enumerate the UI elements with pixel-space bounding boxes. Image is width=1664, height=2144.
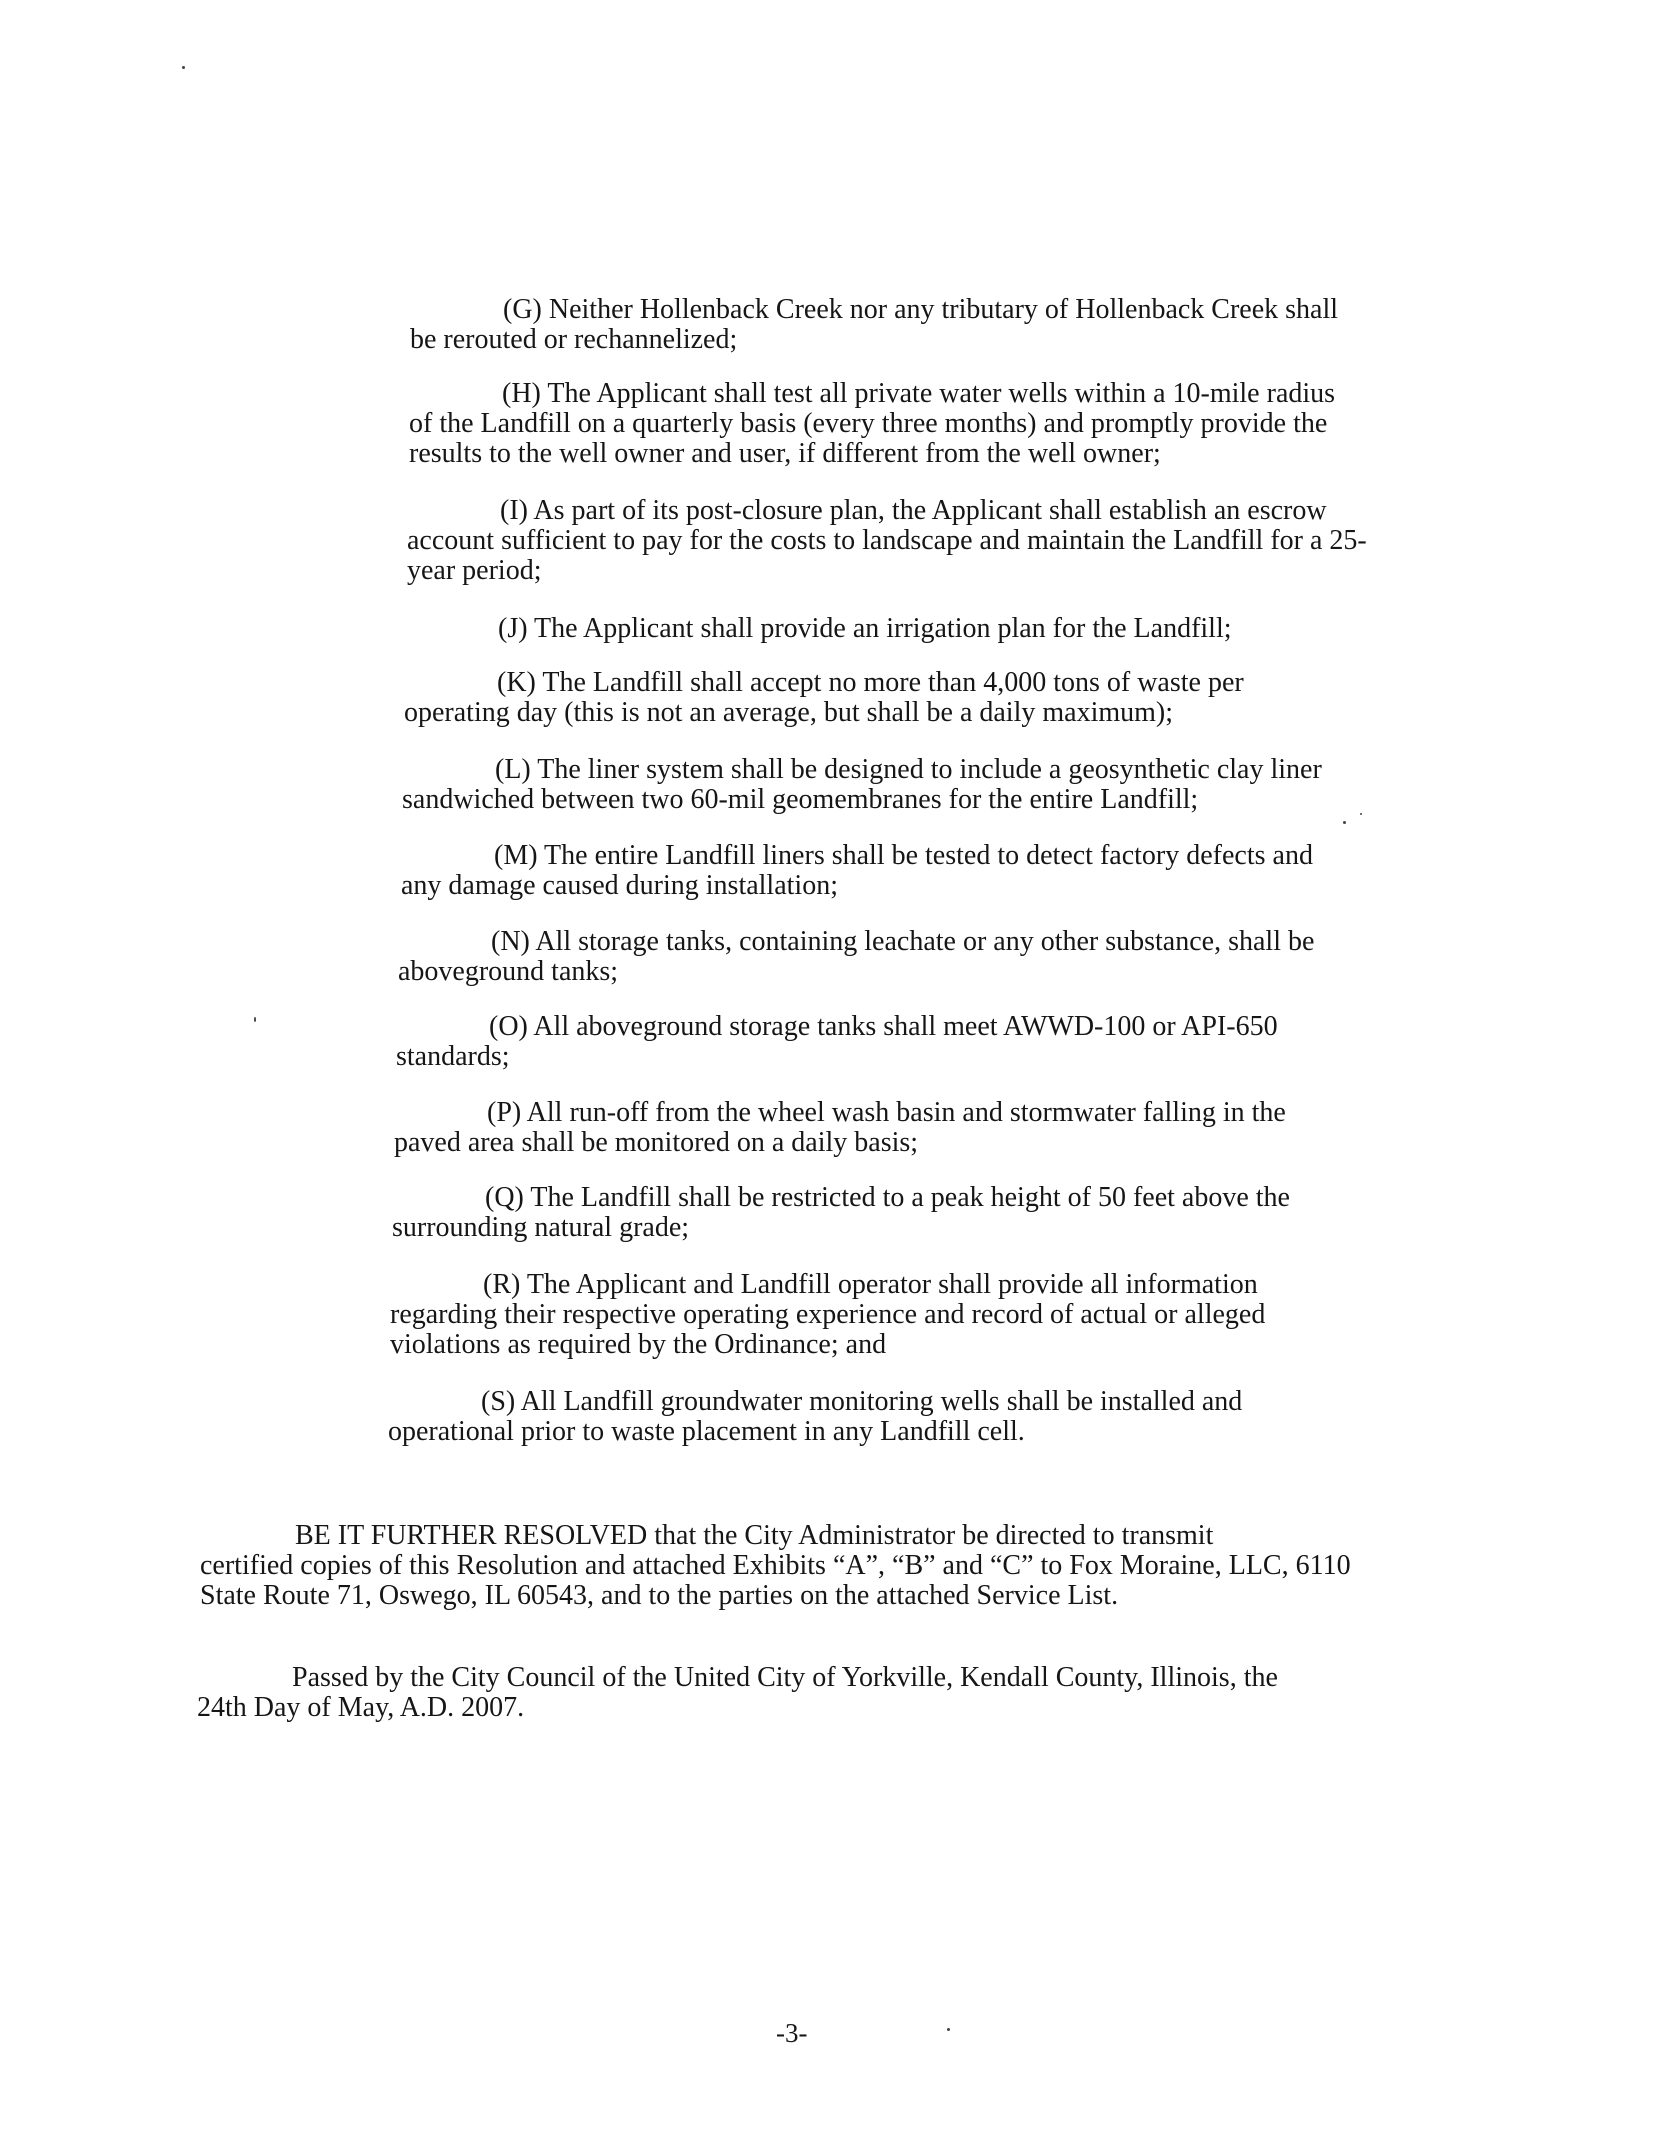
scan-speck <box>254 1017 256 1022</box>
condition-s: (S) All Landfill groundwater monitoring wells shall be installed and operational prior to waste placement in any Landfill cell. <box>388 1386 1243 1447</box>
condition-h: (H) The Applicant shall test all private water wells within a 10-mile radius of the Landfill on a quarterly basis (every three months) and promptly provide the results to the well owner and user, if different from the well owner; <box>409 378 1336 469</box>
condition-m: (M) The entire Landfill liners shall be tested to detect factory defects and any damage caused during installation; <box>401 840 1313 901</box>
condition-o: (O) All aboveground storage tanks shall meet AWWD-100 or API-650 standards; <box>396 1011 1278 1072</box>
condition-k: (K) The Landfill shall accept no more than 4,000 tons of waste per operating day (this is not an average, but shall be a daily maximum); <box>404 667 1244 728</box>
further-resolved-paragraph: BE IT FURTHER RESOLVED that the City Administrator be directed to transmit certified copies of this Resolution and attached Exhibits “A”, “B” and “C” to Fox Moraine, LLC, 6110 State Route 71, Oswego, IL 60543, and to the parties on the attached Service List. <box>200 1520 1351 1611</box>
condition-g: (G) Neither Hollenback Creek nor any tributary of Hollenback Creek shall be rerouted or rechannelized; <box>410 294 1339 355</box>
condition-p: (P) All run-off from the wheel wash basin and stormwater falling in the paved area shall be monitored on a daily basis; <box>394 1097 1286 1158</box>
condition-j: (J) The Applicant shall provide an irrigation plan for the Landfill; <box>498 613 1232 644</box>
scan-speck <box>1360 813 1362 815</box>
condition-q: (Q) The Landfill shall be restricted to a peak height of 50 feet above the surrounding natural grade; <box>392 1182 1290 1243</box>
passed-paragraph: Passed by the City Council of the United City of Yorkville, Kendall County, Illinois, the 24th Day of May, A.D. 2007. <box>197 1662 1278 1723</box>
scan-speck <box>1343 821 1346 824</box>
condition-i: (I) As part of its post-closure plan, the Applicant shall establish an escrow account sufficient to pay for the costs to landscape and maintain the Landfill for a 25-year period; <box>407 495 1367 586</box>
page-number: -3- <box>776 2018 808 2048</box>
condition-l: (L) The liner system shall be designed to include a geosynthetic clay liner sandwiched between two 60-mil geomembranes for the entire Landfill; <box>402 754 1322 815</box>
scan-speck <box>182 66 185 69</box>
scan-speck <box>947 2028 950 2031</box>
condition-r: (R) The Applicant and Landfill operator shall provide all information regarding their respective operating experience and record of actual or alleged violations as required by the Ordinance; and <box>390 1269 1266 1360</box>
condition-n: (N) All storage tanks, containing leachate or any other substance, shall be aboveground tanks; <box>398 926 1315 987</box>
